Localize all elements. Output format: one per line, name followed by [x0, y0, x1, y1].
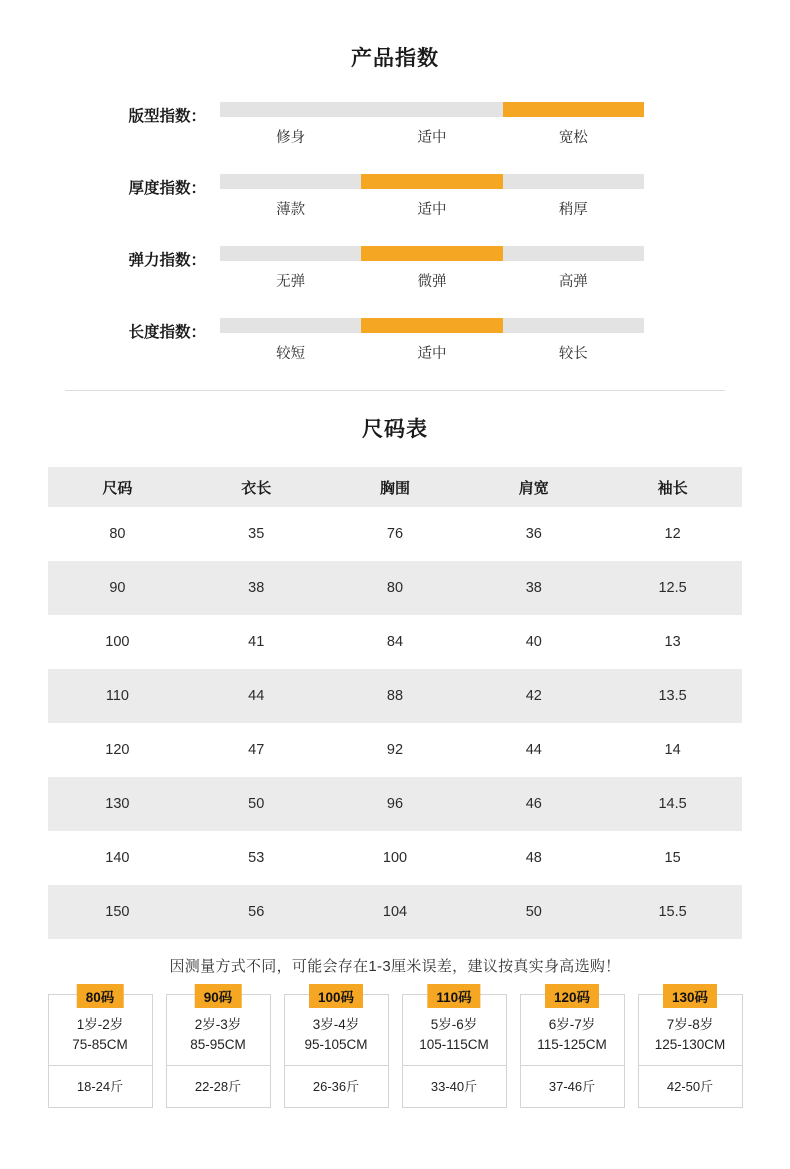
cell-bust: 96: [326, 777, 465, 831]
cell-shoulder: 50: [464, 885, 603, 939]
table-row: [48, 561, 742, 615]
index-scale-thickness: [220, 198, 644, 219]
age-card-weight: 42-50斤: [666, 1078, 714, 1094]
index-scale-length-1: 适中: [417, 346, 447, 362]
index-track-elasticity: [220, 246, 644, 261]
cell-length: 50: [187, 777, 326, 831]
table-row: [48, 831, 742, 885]
age-card-height: 115-125CM: [537, 1037, 607, 1053]
index-track-thickness: [220, 174, 644, 189]
index-track-length: [220, 318, 644, 333]
cell-length: 56: [187, 885, 326, 939]
index-scale-elasticity: [220, 270, 644, 291]
age-card-110: [402, 990, 507, 1108]
cell-sleeve: 12.5: [603, 561, 742, 615]
age-card-badge: 100码: [309, 984, 363, 1008]
index-scale-thickness-0: 薄款: [276, 202, 306, 218]
cell-sleeve: 15: [603, 831, 742, 885]
cell-shoulder: 42: [464, 669, 603, 723]
cell-bust: 76: [326, 507, 465, 561]
index-fill-thickness: [361, 174, 502, 189]
age-card-age: 5岁-6岁: [430, 1017, 478, 1032]
age-card-weight: 22-28斤: [194, 1078, 242, 1094]
age-card-badge: 130码: [663, 984, 717, 1008]
age-card-weight: 33-40斤: [430, 1078, 478, 1094]
cell-bust: 88: [326, 669, 465, 723]
index-scale-fit-1: 适中: [417, 130, 447, 146]
cell-sleeve: 15.5: [603, 885, 742, 939]
cell-shoulder: 48: [464, 831, 603, 885]
cell-size: 150: [48, 885, 187, 939]
cell-shoulder: 46: [464, 777, 603, 831]
index-scale-elasticity-2: 高弹: [558, 274, 588, 290]
index-row-thickness: [60, 174, 730, 226]
index-bar-length: [220, 318, 644, 363]
cell-size: 90: [48, 561, 187, 615]
age-card-age: 3岁-4岁: [312, 1017, 360, 1032]
cell-sleeve: 13: [603, 615, 742, 669]
cell-size: 110: [48, 669, 187, 723]
index-bar-fit: [220, 102, 644, 147]
cell-size: 100: [48, 615, 187, 669]
age-card-height: 85-95CM: [190, 1037, 246, 1053]
table-header-bust: 胸围: [326, 467, 465, 507]
age-card-80: [48, 990, 153, 1108]
cell-shoulder: 36: [464, 507, 603, 561]
index-scale-length: [220, 342, 644, 363]
cell-sleeve: 12: [603, 507, 742, 561]
size-chart-title: 尺码表: [362, 418, 428, 441]
age-card-age: 2岁-3岁: [194, 1017, 242, 1032]
index-scale-length-0: 较短: [276, 346, 306, 362]
table-row: [48, 777, 742, 831]
index-scale-thickness-2: 稍厚: [558, 202, 588, 218]
index-fill-fit: [503, 102, 644, 117]
cell-shoulder: 44: [464, 723, 603, 777]
table-row: [48, 507, 742, 561]
table-header-sleeve: 袖长: [603, 467, 742, 507]
cell-size: 130: [48, 777, 187, 831]
index-row-length: [60, 318, 730, 370]
age-card-badge: 110码: [427, 984, 480, 1008]
cell-size: 140: [48, 831, 187, 885]
age-card-body: [53, 1015, 148, 1065]
table-row: [48, 723, 742, 777]
index-row-fit: [60, 102, 730, 154]
index-label-elasticity: 弹力指数：: [128, 252, 206, 269]
cell-bust: 100: [326, 831, 465, 885]
table-header-length: 衣长: [187, 467, 326, 507]
index-scale-length-2: 较长: [558, 346, 588, 362]
cell-sleeve: 14.5: [603, 777, 742, 831]
age-card-badge: 80码: [77, 984, 124, 1008]
table-header-size: 尺码: [48, 467, 187, 507]
age-card-body: [171, 1015, 266, 1065]
age-card-age: 7岁-8岁: [666, 1017, 714, 1032]
index-scale-fit: [220, 126, 644, 147]
age-card-90: [166, 990, 271, 1108]
age-card-badge: 120码: [545, 984, 599, 1008]
index-row-elasticity: [60, 246, 730, 298]
section-divider: [65, 390, 725, 391]
cell-size: 80: [48, 507, 187, 561]
age-card-body: [289, 1015, 384, 1065]
index-label-thickness: 厚度指数：: [128, 180, 206, 197]
table-header-row: [48, 467, 742, 507]
age-card-body: [643, 1015, 738, 1065]
index-bar-thickness: [220, 174, 644, 219]
index-scale-thickness-1: 适中: [417, 202, 447, 218]
age-card-100: [284, 990, 389, 1108]
cell-bust: 84: [326, 615, 465, 669]
cell-length: 44: [187, 669, 326, 723]
age-card-weight: 18-24斤: [76, 1078, 124, 1094]
cell-length: 35: [187, 507, 326, 561]
age-card-body: [525, 1015, 620, 1065]
cell-shoulder: 38: [464, 561, 603, 615]
table-header-shoulder: 肩宽: [464, 467, 603, 507]
table-row: [48, 885, 742, 939]
index-label-length: 长度指数：: [128, 324, 206, 341]
index-scale-elasticity-0: 无弹: [276, 274, 306, 290]
age-card-list: [0, 990, 790, 1108]
index-label-fit: 版型指数：: [128, 108, 206, 125]
age-card-age: 1岁-2岁: [76, 1017, 124, 1032]
product-index-list: [0, 102, 790, 370]
age-card-120: [520, 990, 625, 1108]
measurement-note: 因测量方式不同，可能会存在1-3厘米误差，建议按真实身高选购！: [169, 958, 621, 975]
age-card-age: 6岁-7岁: [548, 1017, 596, 1032]
age-card-height: 75-85CM: [72, 1037, 128, 1053]
index-bar-elasticity: [220, 246, 644, 291]
cell-size: 120: [48, 723, 187, 777]
product-index-title: 产品指数: [351, 47, 439, 70]
index-scale-elasticity-1: 微弹: [417, 274, 447, 290]
age-card-height: 125-130CM: [654, 1037, 726, 1053]
cell-sleeve: 14: [603, 723, 742, 777]
index-scale-fit-2: 宽松: [558, 130, 588, 146]
age-card-weight: 37-46斤: [548, 1078, 596, 1094]
index-fill-length: [361, 318, 502, 333]
cell-length: 47: [187, 723, 326, 777]
table-row: [48, 669, 742, 723]
size-chart-table: [48, 467, 742, 939]
index-fill-elasticity: [361, 246, 502, 261]
age-card-body: [407, 1015, 502, 1065]
index-scale-fit-0: 修身: [276, 130, 306, 146]
age-card-height: 95-105CM: [304, 1037, 368, 1053]
cell-bust: 80: [326, 561, 465, 615]
table-row: [48, 615, 742, 669]
cell-sleeve: 13.5: [603, 669, 742, 723]
cell-bust: 104: [326, 885, 465, 939]
cell-bust: 92: [326, 723, 465, 777]
cell-length: 53: [187, 831, 326, 885]
age-card-badge: 90码: [195, 984, 242, 1008]
age-card-weight: 26-36斤: [312, 1078, 360, 1094]
cell-shoulder: 40: [464, 615, 603, 669]
age-card-130: [638, 990, 743, 1108]
age-card-height: 105-115CM: [419, 1037, 489, 1053]
index-track-fit: [220, 102, 644, 117]
cell-length: 41: [187, 615, 326, 669]
cell-length: 38: [187, 561, 326, 615]
